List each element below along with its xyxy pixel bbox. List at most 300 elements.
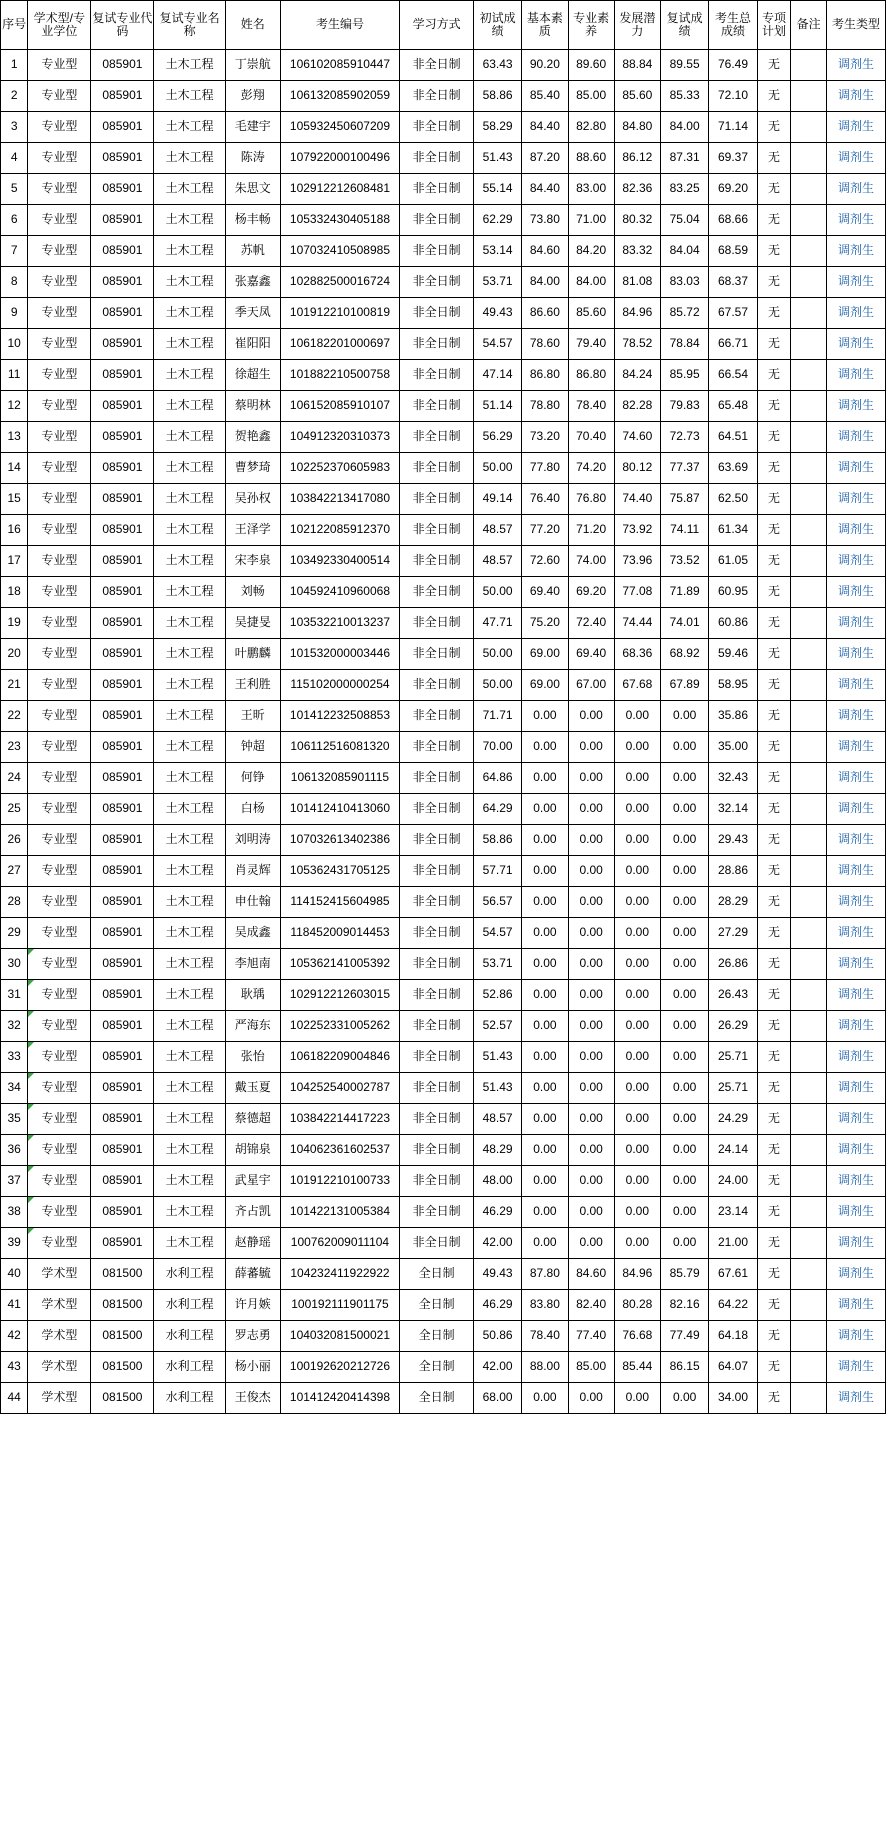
cell-major-name: 土木工程: [154, 298, 225, 329]
cell-seq: 29: [1, 918, 28, 949]
cell-basic-quality: 0.00: [522, 1042, 568, 1073]
cell-retest-score: 0.00: [660, 949, 708, 980]
cell-degree-type: 专业型: [28, 1073, 91, 1104]
cell-study-mode: 全日制: [400, 1290, 474, 1321]
cell-remark: [791, 546, 827, 577]
column-header-special-plan: 专项计划: [757, 1, 791, 50]
cell-candidate-type: 调剂生: [827, 515, 886, 546]
cell-study-mode: 非全日制: [400, 1135, 474, 1166]
cell-remark: [791, 732, 827, 763]
cell-candidate-type: 调剂生: [827, 794, 886, 825]
cell-major-name: 土木工程: [154, 1104, 225, 1135]
cell-total-score: 64.18: [709, 1321, 757, 1352]
cell-retest-score: 75.87: [660, 484, 708, 515]
cell-major-code: 085901: [91, 360, 154, 391]
cell-development-potential: 82.28: [614, 391, 660, 422]
table-row: [1, 267, 886, 298]
cell-candidate-type: 调剂生: [827, 1383, 886, 1414]
cell-retest-score: 67.89: [660, 670, 708, 701]
cell-total-score: 62.50: [709, 484, 757, 515]
cell-basic-quality: 72.60: [522, 546, 568, 577]
cell-remark: [791, 1259, 827, 1290]
cell-professional-quality: 85.60: [568, 298, 614, 329]
cell-seq: 43: [1, 1352, 28, 1383]
cell-major-name: 土木工程: [154, 608, 225, 639]
cell-development-potential: 84.96: [614, 1259, 660, 1290]
cell-basic-quality: 85.40: [522, 81, 568, 112]
cell-candidate-id: 104912320310373: [280, 422, 400, 453]
cell-remark: [791, 484, 827, 515]
cell-special-plan: 无: [757, 1104, 791, 1135]
cell-professional-quality: 0.00: [568, 1135, 614, 1166]
cell-professional-quality: 84.20: [568, 236, 614, 267]
cell-development-potential: 74.60: [614, 422, 660, 453]
cell-professional-quality: 88.60: [568, 143, 614, 174]
cell-professional-quality: 69.20: [568, 577, 614, 608]
cell-remark: [791, 825, 827, 856]
cell-name: 许月嫉: [225, 1290, 280, 1321]
cell-candidate-type: 调剂生: [827, 205, 886, 236]
cell-professional-quality: 0.00: [568, 1011, 614, 1042]
cell-basic-quality: 76.40: [522, 484, 568, 515]
cell-total-score: 68.37: [709, 267, 757, 298]
cell-special-plan: 无: [757, 856, 791, 887]
cell-degree-type: 专业型: [28, 1135, 91, 1166]
table-row: [1, 391, 886, 422]
cell-seq: 34: [1, 1073, 28, 1104]
cell-seq: 4: [1, 143, 28, 174]
cell-name: 李旭南: [225, 949, 280, 980]
cell-major-code: 085901: [91, 1073, 154, 1104]
cell-professional-quality: 72.40: [568, 608, 614, 639]
cell-name: 曹梦琦: [225, 453, 280, 484]
cell-total-score: 28.29: [709, 887, 757, 918]
cell-major-name: 土木工程: [154, 515, 225, 546]
cell-candidate-type: 调剂生: [827, 918, 886, 949]
cell-retest-score: 74.11: [660, 515, 708, 546]
cell-degree-type: 专业型: [28, 887, 91, 918]
table-row: [1, 50, 886, 81]
cell-candidate-type: 调剂生: [827, 329, 886, 360]
cell-major-code: 085901: [91, 1135, 154, 1166]
cell-first-exam-score: 53.14: [473, 236, 521, 267]
cell-degree-type: 学术型: [28, 1259, 91, 1290]
cell-special-plan: 无: [757, 701, 791, 732]
column-header-candidate-id: 考生编号: [280, 1, 400, 50]
column-header-first-exam-score: 初试成绩: [473, 1, 521, 50]
cell-major-code: 081500: [91, 1290, 154, 1321]
cell-degree-type: 专业型: [28, 670, 91, 701]
cell-candidate-type: 调剂生: [827, 1073, 886, 1104]
cell-major-name: 土木工程: [154, 81, 225, 112]
cell-development-potential: 0.00: [614, 949, 660, 980]
cell-special-plan: 无: [757, 453, 791, 484]
table-row: [1, 639, 886, 670]
cell-basic-quality: 0.00: [522, 1104, 568, 1135]
cell-first-exam-score: 48.57: [473, 515, 521, 546]
cell-professional-quality: 82.80: [568, 112, 614, 143]
cell-degree-type: 专业型: [28, 1228, 91, 1259]
cell-first-exam-score: 48.29: [473, 1135, 521, 1166]
cell-candidate-id: 102252370605983: [280, 453, 400, 484]
cell-development-potential: 83.32: [614, 236, 660, 267]
cell-basic-quality: 0.00: [522, 825, 568, 856]
table-row: [1, 1259, 886, 1290]
cell-basic-quality: 87.80: [522, 1259, 568, 1290]
cell-candidate-id: 103842214417223: [280, 1104, 400, 1135]
cell-study-mode: 非全日制: [400, 949, 474, 980]
cell-major-code: 085901: [91, 1228, 154, 1259]
cell-seq: 33: [1, 1042, 28, 1073]
table-row: [1, 608, 886, 639]
cell-seq: 2: [1, 81, 28, 112]
cell-retest-score: 0.00: [660, 701, 708, 732]
cell-study-mode: 非全日制: [400, 174, 474, 205]
cell-degree-type: 学术型: [28, 1321, 91, 1352]
cell-major-name: 土木工程: [154, 422, 225, 453]
table-row: [1, 701, 886, 732]
cell-study-mode: 非全日制: [400, 639, 474, 670]
cell-total-score: 64.22: [709, 1290, 757, 1321]
cell-development-potential: 0.00: [614, 1104, 660, 1135]
cell-first-exam-score: 64.29: [473, 794, 521, 825]
cell-total-score: 35.86: [709, 701, 757, 732]
cell-name: 吴捷旻: [225, 608, 280, 639]
cell-major-code: 085901: [91, 81, 154, 112]
cell-name: 丁崇航: [225, 50, 280, 81]
cell-basic-quality: 75.20: [522, 608, 568, 639]
cell-development-potential: 74.40: [614, 484, 660, 515]
cell-name: 宋李泉: [225, 546, 280, 577]
cell-major-name: 土木工程: [154, 484, 225, 515]
cell-candidate-id: 106182209004846: [280, 1042, 400, 1073]
cell-study-mode: 非全日制: [400, 329, 474, 360]
cell-major-name: 土木工程: [154, 980, 225, 1011]
cell-study-mode: 非全日制: [400, 1104, 474, 1135]
column-header-development-potential: 发展潜力: [614, 1, 660, 50]
cell-special-plan: 无: [757, 484, 791, 515]
cell-remark: [791, 794, 827, 825]
cell-basic-quality: 78.60: [522, 329, 568, 360]
cell-candidate-id: 107922000100496: [280, 143, 400, 174]
table-row: [1, 1321, 886, 1352]
cell-candidate-type: 调剂生: [827, 81, 886, 112]
cell-special-plan: 无: [757, 515, 791, 546]
cell-degree-type: 专业型: [28, 732, 91, 763]
cell-first-exam-score: 71.71: [473, 701, 521, 732]
cell-professional-quality: 0.00: [568, 1197, 614, 1228]
cell-degree-type: 专业型: [28, 763, 91, 794]
cell-retest-score: 0.00: [660, 1228, 708, 1259]
cell-special-plan: 无: [757, 298, 791, 329]
cell-remark: [791, 267, 827, 298]
cell-total-score: 60.95: [709, 577, 757, 608]
cell-seq: 41: [1, 1290, 28, 1321]
cell-major-name: 土木工程: [154, 918, 225, 949]
table-row: [1, 1042, 886, 1073]
cell-retest-score: 71.89: [660, 577, 708, 608]
cell-total-score: 59.46: [709, 639, 757, 670]
cell-basic-quality: 77.80: [522, 453, 568, 484]
cell-candidate-type: 调剂生: [827, 1104, 886, 1135]
table-row: [1, 1166, 886, 1197]
cell-major-name: 土木工程: [154, 825, 225, 856]
cell-special-plan: 无: [757, 360, 791, 391]
cell-seq: 12: [1, 391, 28, 422]
cell-basic-quality: 0.00: [522, 1383, 568, 1414]
cell-special-plan: 无: [757, 1383, 791, 1414]
cell-special-plan: 无: [757, 949, 791, 980]
cell-special-plan: 无: [757, 608, 791, 639]
cell-name: 耿瑀: [225, 980, 280, 1011]
cell-retest-score: 0.00: [660, 732, 708, 763]
cell-basic-quality: 83.80: [522, 1290, 568, 1321]
cell-professional-quality: 82.40: [568, 1290, 614, 1321]
cell-candidate-type: 调剂生: [827, 763, 886, 794]
cell-candidate-id: 105362141005392: [280, 949, 400, 980]
cell-major-code: 085901: [91, 980, 154, 1011]
cell-basic-quality: 0.00: [522, 1197, 568, 1228]
table-row: [1, 1290, 886, 1321]
cell-professional-quality: 85.00: [568, 1352, 614, 1383]
cell-candidate-type: 调剂生: [827, 1042, 886, 1073]
cell-major-code: 085901: [91, 1104, 154, 1135]
cell-professional-quality: 0.00: [568, 1073, 614, 1104]
cell-first-exam-score: 58.86: [473, 825, 521, 856]
cell-retest-score: 77.49: [660, 1321, 708, 1352]
cell-professional-quality: 71.20: [568, 515, 614, 546]
cell-seq: 18: [1, 577, 28, 608]
cell-special-plan: 无: [757, 1011, 791, 1042]
cell-candidate-type: 调剂生: [827, 236, 886, 267]
cell-name: 白杨: [225, 794, 280, 825]
cell-first-exam-score: 62.29: [473, 205, 521, 236]
cell-first-exam-score: 49.43: [473, 1259, 521, 1290]
cell-major-name: 土木工程: [154, 949, 225, 980]
cell-name: 薛蕃毓: [225, 1259, 280, 1290]
cell-total-score: 69.37: [709, 143, 757, 174]
cell-professional-quality: 76.80: [568, 484, 614, 515]
cell-seq: 31: [1, 980, 28, 1011]
cell-professional-quality: 0.00: [568, 887, 614, 918]
cell-professional-quality: 89.60: [568, 50, 614, 81]
cell-basic-quality: 0.00: [522, 1228, 568, 1259]
cell-seq: 42: [1, 1321, 28, 1352]
cell-first-exam-score: 56.57: [473, 887, 521, 918]
cell-special-plan: 无: [757, 1135, 791, 1166]
table-row: [1, 763, 886, 794]
cell-major-name: 土木工程: [154, 329, 225, 360]
cell-candidate-id: 101422131005384: [280, 1197, 400, 1228]
cell-total-score: 28.86: [709, 856, 757, 887]
cell-candidate-type: 调剂生: [827, 360, 886, 391]
cell-major-code: 085901: [91, 453, 154, 484]
cell-study-mode: 非全日制: [400, 143, 474, 174]
cell-retest-score: 83.25: [660, 174, 708, 205]
cell-major-code: 085901: [91, 236, 154, 267]
cell-professional-quality: 85.00: [568, 81, 614, 112]
cell-basic-quality: 0.00: [522, 1011, 568, 1042]
cell-professional-quality: 0.00: [568, 980, 614, 1011]
cell-retest-score: 0.00: [660, 1104, 708, 1135]
cell-name: 贺艳鑫: [225, 422, 280, 453]
cell-professional-quality: 0.00: [568, 1166, 614, 1197]
table-row: [1, 546, 886, 577]
cell-study-mode: 非全日制: [400, 980, 474, 1011]
cell-seq: 37: [1, 1166, 28, 1197]
cell-first-exam-score: 54.57: [473, 918, 521, 949]
cell-major-name: 土木工程: [154, 1228, 225, 1259]
cell-name: 张怡: [225, 1042, 280, 1073]
cell-candidate-id: 104032081500021: [280, 1321, 400, 1352]
cell-candidate-type: 调剂生: [827, 391, 886, 422]
cell-first-exam-score: 51.14: [473, 391, 521, 422]
cell-major-name: 土木工程: [154, 732, 225, 763]
cell-study-mode: 全日制: [400, 1321, 474, 1352]
cell-professional-quality: 83.00: [568, 174, 614, 205]
cell-study-mode: 非全日制: [400, 732, 474, 763]
cell-professional-quality: 0.00: [568, 1228, 614, 1259]
cell-basic-quality: 86.60: [522, 298, 568, 329]
cell-remark: [791, 391, 827, 422]
cell-candidate-id: 114152415604985: [280, 887, 400, 918]
cell-name: 季天凤: [225, 298, 280, 329]
cell-major-name: 土木工程: [154, 453, 225, 484]
cell-candidate-id: 101912210100819: [280, 298, 400, 329]
cell-professional-quality: 84.00: [568, 267, 614, 298]
cell-name: 蔡德超: [225, 1104, 280, 1135]
cell-name: 叶鹏麟: [225, 639, 280, 670]
table-header: [1, 1, 886, 50]
table-row: [1, 422, 886, 453]
cell-major-name: 土木工程: [154, 112, 225, 143]
cell-development-potential: 0.00: [614, 1197, 660, 1228]
cell-first-exam-score: 52.86: [473, 980, 521, 1011]
cell-major-code: 085901: [91, 639, 154, 670]
cell-candidate-type: 调剂生: [827, 577, 886, 608]
cell-degree-type: 专业型: [28, 1011, 91, 1042]
cell-remark: [791, 81, 827, 112]
cell-development-potential: 67.68: [614, 670, 660, 701]
cell-first-exam-score: 53.71: [473, 949, 521, 980]
cell-special-plan: 无: [757, 50, 791, 81]
cell-major-code: 085901: [91, 205, 154, 236]
cell-development-potential: 86.12: [614, 143, 660, 174]
cell-major-name: 土木工程: [154, 174, 225, 205]
cell-professional-quality: 0.00: [568, 794, 614, 825]
cell-degree-type: 专业型: [28, 980, 91, 1011]
cell-major-code: 085901: [91, 825, 154, 856]
column-header-major-code: 复试专业代码: [91, 1, 154, 50]
cell-retest-score: 74.01: [660, 608, 708, 639]
cell-study-mode: 非全日制: [400, 825, 474, 856]
cell-retest-score: 79.83: [660, 391, 708, 422]
cell-first-exam-score: 52.57: [473, 1011, 521, 1042]
cell-basic-quality: 0.00: [522, 1073, 568, 1104]
cell-development-potential: 84.96: [614, 298, 660, 329]
cell-candidate-type: 调剂生: [827, 980, 886, 1011]
table-row: [1, 174, 886, 205]
cell-degree-type: 专业型: [28, 1197, 91, 1228]
cell-name: 刘明涛: [225, 825, 280, 856]
cell-professional-quality: 79.40: [568, 329, 614, 360]
cell-candidate-type: 调剂生: [827, 453, 886, 484]
table-row: [1, 298, 886, 329]
table-row: [1, 453, 886, 484]
cell-seq: 15: [1, 484, 28, 515]
cell-remark: [791, 174, 827, 205]
cell-candidate-type: 调剂生: [827, 546, 886, 577]
cell-degree-type: 专业型: [28, 267, 91, 298]
cell-name: 张嘉鑫: [225, 267, 280, 298]
cell-degree-type: 专业型: [28, 453, 91, 484]
cell-name: 蔡明林: [225, 391, 280, 422]
cell-name: 罗志勇: [225, 1321, 280, 1352]
cell-degree-type: 专业型: [28, 391, 91, 422]
cell-total-score: 26.29: [709, 1011, 757, 1042]
cell-remark: [791, 608, 827, 639]
cell-candidate-id: 106132085902059: [280, 81, 400, 112]
cell-total-score: 66.71: [709, 329, 757, 360]
cell-total-score: 24.00: [709, 1166, 757, 1197]
cell-seq: 21: [1, 670, 28, 701]
cell-study-mode: 非全日制: [400, 236, 474, 267]
cell-major-code: 085901: [91, 267, 154, 298]
cell-development-potential: 0.00: [614, 980, 660, 1011]
cell-development-potential: 82.36: [614, 174, 660, 205]
cell-remark: [791, 453, 827, 484]
cell-major-code: 085901: [91, 949, 154, 980]
cell-total-score: 21.00: [709, 1228, 757, 1259]
cell-special-plan: 无: [757, 236, 791, 267]
cell-special-plan: 无: [757, 391, 791, 422]
cell-name: 严海东: [225, 1011, 280, 1042]
cell-degree-type: 专业型: [28, 236, 91, 267]
cell-first-exam-score: 51.43: [473, 143, 521, 174]
cell-retest-score: 85.95: [660, 360, 708, 391]
cell-degree-type: 专业型: [28, 1104, 91, 1135]
cell-major-code: 085901: [91, 887, 154, 918]
cell-seq: 17: [1, 546, 28, 577]
cell-retest-score: 0.00: [660, 1383, 708, 1414]
cell-professional-quality: 77.40: [568, 1321, 614, 1352]
cell-candidate-id: 103842213417080: [280, 484, 400, 515]
cell-major-code: 085901: [91, 143, 154, 174]
cell-remark: [791, 980, 827, 1011]
cell-candidate-type: 调剂生: [827, 1197, 886, 1228]
cell-candidate-id: 104252540002787: [280, 1073, 400, 1104]
cell-special-plan: 无: [757, 112, 791, 143]
cell-retest-score: 86.15: [660, 1352, 708, 1383]
cell-total-score: 63.69: [709, 453, 757, 484]
table-row: [1, 1383, 886, 1414]
cell-remark: [791, 1197, 827, 1228]
cell-major-name: 土木工程: [154, 763, 225, 794]
cell-candidate-id: 102912212608481: [280, 174, 400, 205]
cell-name: 彭翔: [225, 81, 280, 112]
table-row: [1, 112, 886, 143]
cell-retest-score: 0.00: [660, 1042, 708, 1073]
cell-candidate-type: 调剂生: [827, 608, 886, 639]
cell-seq: 44: [1, 1383, 28, 1414]
cell-study-mode: 非全日制: [400, 484, 474, 515]
cell-basic-quality: 73.20: [522, 422, 568, 453]
cell-basic-quality: 0.00: [522, 980, 568, 1011]
cell-name: 王利胜: [225, 670, 280, 701]
cell-major-code: 085901: [91, 701, 154, 732]
cell-special-plan: 无: [757, 422, 791, 453]
cell-major-code: 085901: [91, 1042, 154, 1073]
